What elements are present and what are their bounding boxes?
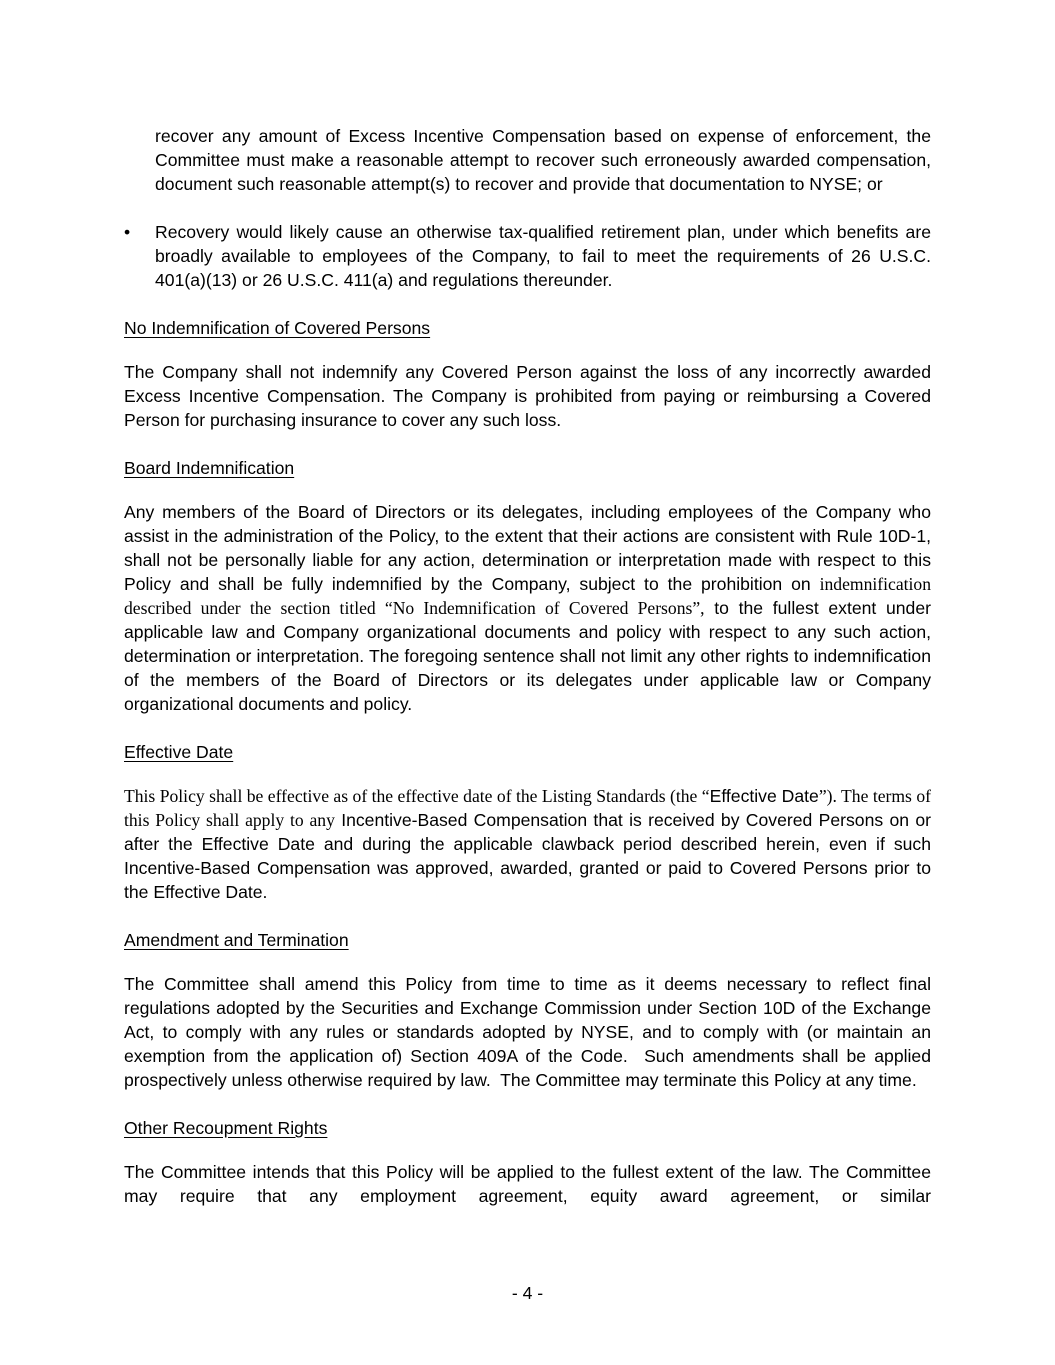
heading-other-recoupment: Other Recoupment Rights [124, 1118, 328, 1138]
paragraph-board-indemnification [124, 500, 931, 716]
board-text-part1: Any members of the Board of Directors or its delegates, including employees of the Company who assist in the administration of the Policy, to the extent that their actions are consistent with Rule 10D-1, shall not be personally liable for any action, determination or interpretation made with respect to this Policy and shall be fully indemnified by the Company, subject to the prohibition on [124, 502, 931, 594]
heading-amendment-termination: Amendment and Termination [124, 930, 349, 950]
bullet-list-item [124, 220, 931, 292]
heading-no-indemnification: No Indemnification of Covered Persons [124, 318, 431, 338]
paragraph-effective-date [124, 784, 931, 904]
effective-text-serif1: This Policy shall be effective as of the effective date of the Listing Standards (the “ [124, 786, 710, 806]
bullet-text: Recovery would likely cause an otherwise tax-qualified retirement plan, under which benefits are broadly available to employees of the Company, to fail to meet the requirements of 26 U.S.C. 401(a)(13) or 26 U.S.C. 411(a) and regulations thereunder. [155, 222, 931, 290]
effective-text-sans2: Incentive-Based Compensation that is received by Covered Persons on or after the Effective Date and during the applicable clawback period described herein, even if such Incentive-Based Compensation was approved, awarded, granted or paid to Covered Persons prior to the Effective Date. [124, 810, 931, 902]
effective-text-serif2: ”). The terms of this Policy shall apply to any [124, 786, 931, 830]
paragraph-other-recoupment: The Committee intends that this Policy will be applied to the fullest extent of the law. The Committee may require that any employment agreement, equity award agreement, or similar [124, 1162, 931, 1206]
heading-effective-date: Effective Date [124, 742, 234, 762]
board-text-part2: to the fullest extent under applicable law and Company organizational documents and policy with respect to any such action, determination or interpretation. The foregoing sentence shall not limit any other rights to indemnification of the members of the Board of Directors or its delegates under applicable law or Company organizational documents and policy. [124, 598, 931, 714]
bullet-marker: • [124, 222, 131, 242]
page-number: - 4 - [511, 1283, 544, 1303]
continuation-paragraph: recover any amount of Excess Incentive Compensation based on expense of enforcement, the Committee must make a reasonable attempt to recover such erroneously awarded compensation, document such reasonable attempt(s) to recover and provide that documentation to NYSE; or [155, 126, 931, 194]
heading-board-indemnification: Board Indemnification [124, 458, 295, 478]
document-page [124, 124, 936, 1208]
effective-text-sans1: Effective Date [709, 786, 819, 806]
paragraph-amendment-termination: The Committee shall amend this Policy from time to time as it deems necessary to reflect final regulations adopted by the Securities and Exchange Commission under Section 10D of the Exchange Act, to comply with any rules or standards adopted by NYSE, and to comply with (or maintain an exemption from the application of) Section 409A of the Code. Such amendments shall be applied prospectively unless otherwise required by law. The Committee may terminate this Policy at any time. [124, 974, 936, 1090]
paragraph-no-indemnification: The Company shall not indemnify any Covered Person against the loss of any incorrectly awarded Excess Incentive Compensation. The Company is prohibited from paying or reimbursing a Covered Person for purchasing insurance to cover any such loss. [124, 362, 931, 430]
board-text-serif: indemnification described under the section titled “No Indemnification of Covered Persons”, [124, 574, 932, 618]
